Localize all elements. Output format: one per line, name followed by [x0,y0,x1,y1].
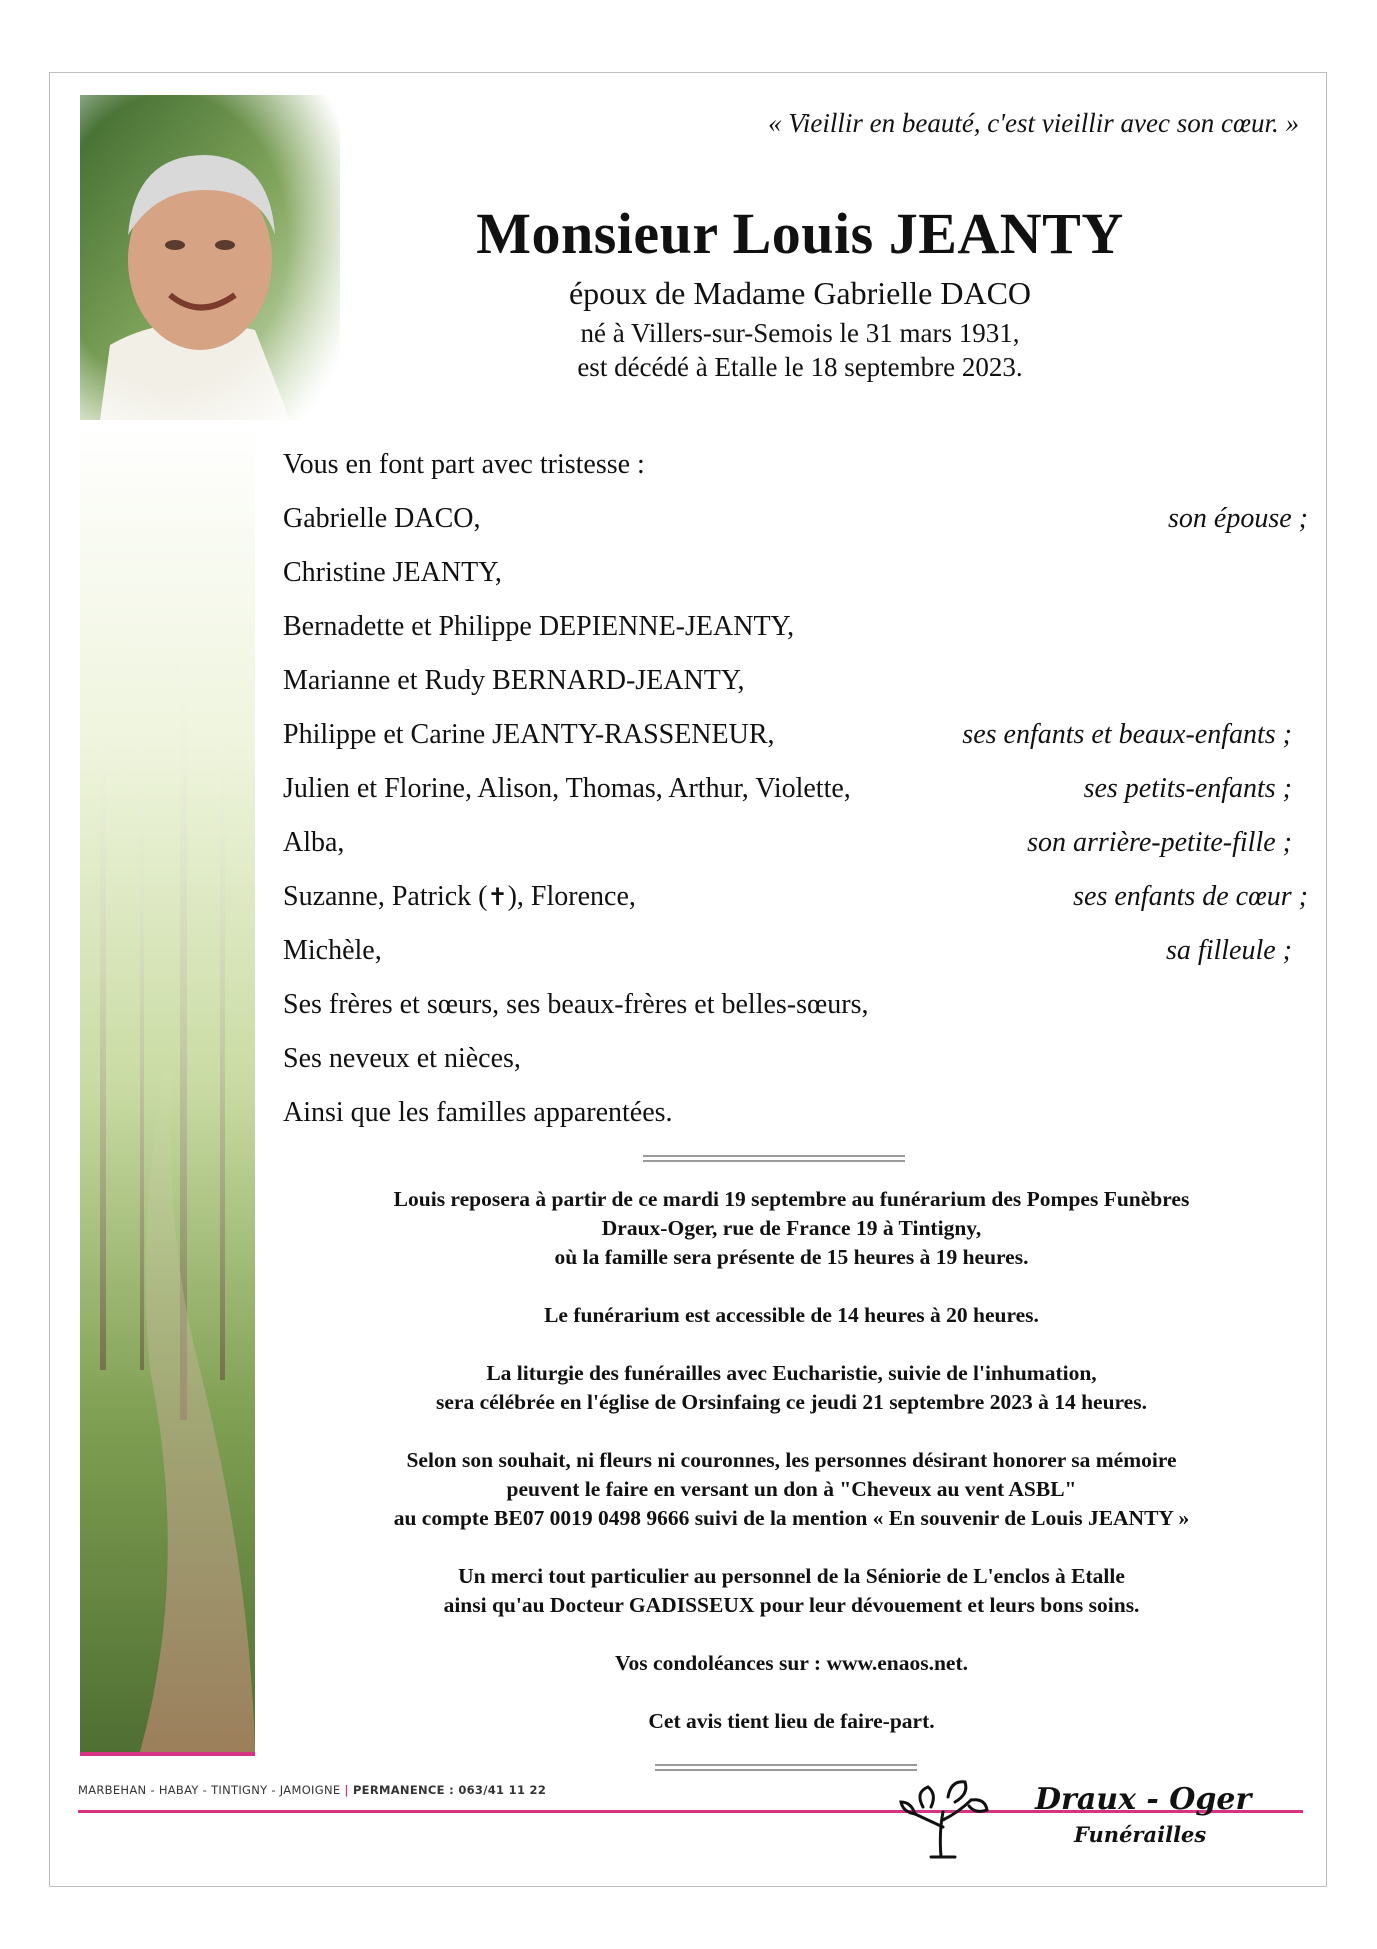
wake-info: Louis reposera à partir de ce mardi 19 septembre au funérarium des Pompes Funèbres Draux-Oger, rue de France 19 à Tintigny, où la famille sera présente de 15 heures à 19 heures. [393,1187,1190,1269]
separator-top [643,1155,905,1163]
mourner-name: Marianne et Rudy BERNARD-JEANTY, [283,665,745,696]
list-item [283,717,1300,771]
forest-path-photo [80,420,255,1752]
mourners-list [283,447,1308,1149]
mourner-relation: ses petits-enfants ; [1083,773,1292,804]
thanks-info: Un merci tout particulier au personnel de la Séniorie de L'enclos à Etalle ainsi qu'au Docteur GADISSEUX pour leur dévouement et leurs bons soins. [443,1564,1140,1617]
footer-locations: MARBEHAN - HABAY - TINTIGNY - JAMOIGNE | PERMANENCE : 063/41 11 22 [78,1783,547,1797]
death-line: est décédé à Etalle le 18 septembre 2023. [577,352,1023,382]
mourner-relation: ses enfants de cœur ; [1073,881,1308,912]
donation-info: Selon son souhait, ni fleurs ni couronnes, les personnes désirant honorer sa mémoire peuvent le faire en versant un don à "Cheveux au vent ASBL" au compte BE07 0019 0498 9666 suivi de la mention « En souvenir de Louis JEANTY » [393,1448,1190,1530]
list-item [283,879,1308,933]
birth-line: né à Villers-sur-Semois le 31 mars 1931, [580,318,1020,348]
list-item [283,933,1300,987]
mourner-name: Suzanne, Patrick (✝), Florence, [283,881,636,912]
mourner-name: Michèle, [283,935,382,966]
list-item [283,825,1300,879]
mourner-relation: son arrière-petite-fille ; [1027,827,1292,858]
cross-icon: ✝ [487,883,508,911]
mourner-name: Alba, [283,827,345,858]
liturgy-info: La liturgie des funérailles avec Eucharistie, suivie de l'inhumation, sera célébrée en l'église de Orsinfaing ce jeudi 21 septembre 2023 à 14 heures. [436,1361,1147,1414]
list-item [283,501,1308,555]
funeral-details [283,1185,1300,1765]
funeral-home-logo-name: Draux - Oger [1035,1782,1252,1817]
mourners-intro: Vous en font part avec tristesse : [283,449,645,480]
separator-bottom [655,1764,917,1772]
deceased-name: Monsieur Louis JEANTY [476,201,1124,266]
condolences-link: Vos condoléances sur : www.enaos.net. [615,1651,968,1675]
mourner-relation: sa filleule ; [1166,935,1292,966]
portrait-photo [80,95,340,420]
list-item [283,555,1300,609]
footer-separator: | [344,1783,349,1797]
funeral-home-logo-sub: Funérailles [1070,1822,1210,1847]
mourner-name: Ses neveux et nièces, [283,1043,521,1074]
epigraph-quote: « Vieillir en beauté, c'est vieillir avec son cœur. » [768,108,1299,138]
mourner-name: Gabrielle DACO, [283,503,481,534]
list-item [283,987,1300,1041]
funerarium-hours: Le funérarium est accessible de 14 heures à 20 heures. [544,1303,1039,1327]
mourner-name: Julien et Florine, Alison, Thomas, Arthur, Violette, [283,773,851,804]
list-item [283,1041,1300,1095]
left-accent-bar [80,1752,255,1756]
mourner-relation: ses enfants et beaux-enfants ; [962,719,1292,750]
list-item [283,771,1300,825]
mourner-name: Bernadette et Philippe DEPIENNE-JEANTY, [283,611,795,642]
mourner-name: Ses frères et sœurs, ses beaux-frères et belles-sœurs, [283,989,869,1020]
list-item [283,1095,1300,1149]
list-item [283,609,1300,663]
permanence-phone: PERMANENCE : 063/41 11 22 [352,1783,547,1797]
tree-logo-icon [893,1772,993,1862]
notice-statement: Cet avis tient lieu de faire-part. [648,1709,935,1733]
mourner-name: Philippe et Carine JEANTY-RASSENEUR, [283,719,775,750]
spouse-line: époux de Madame Gabrielle DACO [568,275,1032,311]
mourner-name: Ainsi que les familles apparentées. [283,1097,673,1128]
mourner-relation: son épouse ; [1168,503,1308,534]
mourner-name: Christine JEANTY, [283,557,502,588]
list-item [283,663,1300,717]
